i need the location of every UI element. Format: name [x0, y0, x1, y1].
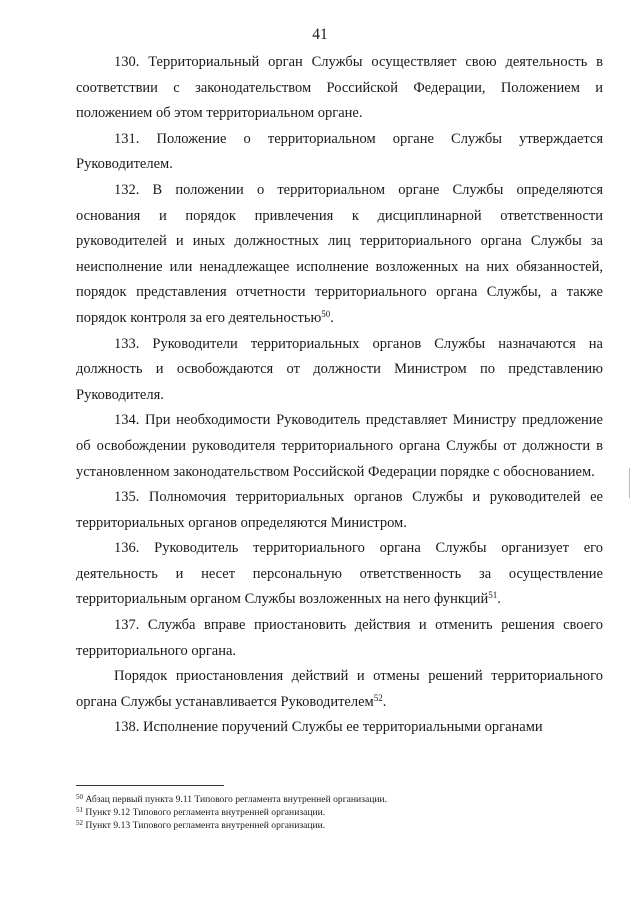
footnote-divider — [76, 785, 224, 786]
footnote-number: 50 — [76, 793, 83, 801]
paragraph-text: 136. Руководитель территориального органа Службы организует его деятельность и несет персональную ответственность за осуществление территориальным органом Службы возложенных на него функций — [76, 540, 603, 608]
paragraph-text: 138. Исполнение поручений Службы ее территориальными органами — [114, 719, 543, 736]
document-body — [76, 50, 603, 741]
paragraph-137 — [76, 613, 603, 664]
paragraph-tail: . — [330, 309, 334, 326]
footnotes-section — [76, 793, 603, 833]
paragraph-tail: . — [382, 693, 387, 710]
paragraph-text: 134. При необходимости Руководитель представляет Министру предложение об освобождении руководителя территориального органа Службы от должности в установленном законодательством Российской Федерации порядке с обоснованием. — [76, 412, 603, 480]
paragraph-text: 130. Территориальный орган Службы осуществляет свою деятельность в соответствии с законодательством Российской Федерации, Положением и положением об этом территориальном органе. — [76, 54, 603, 122]
footnote-ref-50[interactable]: 50 — [321, 308, 331, 319]
paragraph-tail: . — [497, 591, 501, 608]
paragraph-131 — [76, 127, 603, 178]
footnote-text: Пункт 9.13 Типового регламента внутренней организации. — [83, 820, 326, 832]
footnote-number: 52 — [76, 819, 83, 828]
paragraph-text: 133. Руководители территориальных органов Службы назначаются на должность и освобождаются от должности Министром по представлению Руководителя. — [76, 335, 603, 403]
footnote-ref-51[interactable]: 51 — [488, 590, 498, 601]
footnote-number: 51 — [76, 806, 83, 815]
paragraph-137-continuation — [76, 664, 603, 715]
paragraph-text: 131. Положение о территориальном органе Службы утверждается Руководителем. — [76, 130, 603, 173]
paragraph-135 — [76, 485, 603, 536]
footnote-50 — [76, 793, 603, 806]
paragraph-138 — [76, 715, 603, 741]
paragraph-132 — [76, 178, 603, 332]
footnote-text: Пункт 9.12 Типового регламента внутренней организации. — [83, 807, 326, 819]
paragraph-text: 132. В положении о территориальном органе Службы определяются основания и порядок привлечения к дисциплинарной ответственности руководителей и иных должностных лиц территориального органа Службы за неисполнение или ненадлежащее исполнение возложенных на них обязанностей, порядок представления отчетности территориального органа Службы, а также порядок контроля за его деятельностью — [76, 181, 603, 326]
footnote-text: Абзац первый пункта 9.11 Типового регламента внутренней организации. — [83, 794, 388, 805]
paragraph-136 — [76, 536, 603, 613]
paragraph-text: 137. Служба вправе приостановить действия и отменить решения своего территориального органа. — [76, 617, 603, 659]
page-number: 41 — [312, 26, 328, 43]
footnote-ref-52[interactable]: 52 — [373, 692, 383, 703]
footnote-51 — [76, 806, 603, 819]
paragraph-133 — [76, 332, 603, 409]
paragraph-text: Порядок приостановления действий и отмены решений территориального органа Службы устанавливается Руководителем — [76, 668, 603, 710]
footnote-52 — [76, 819, 603, 832]
paragraph-text: 135. Полномочия территориальных органов Службы и руководителей ее территориальных органов определяются Министром. — [76, 489, 603, 531]
paragraph-134 — [76, 408, 603, 485]
paragraph-130 — [76, 50, 603, 127]
scan-edge-mark — [629, 468, 630, 498]
